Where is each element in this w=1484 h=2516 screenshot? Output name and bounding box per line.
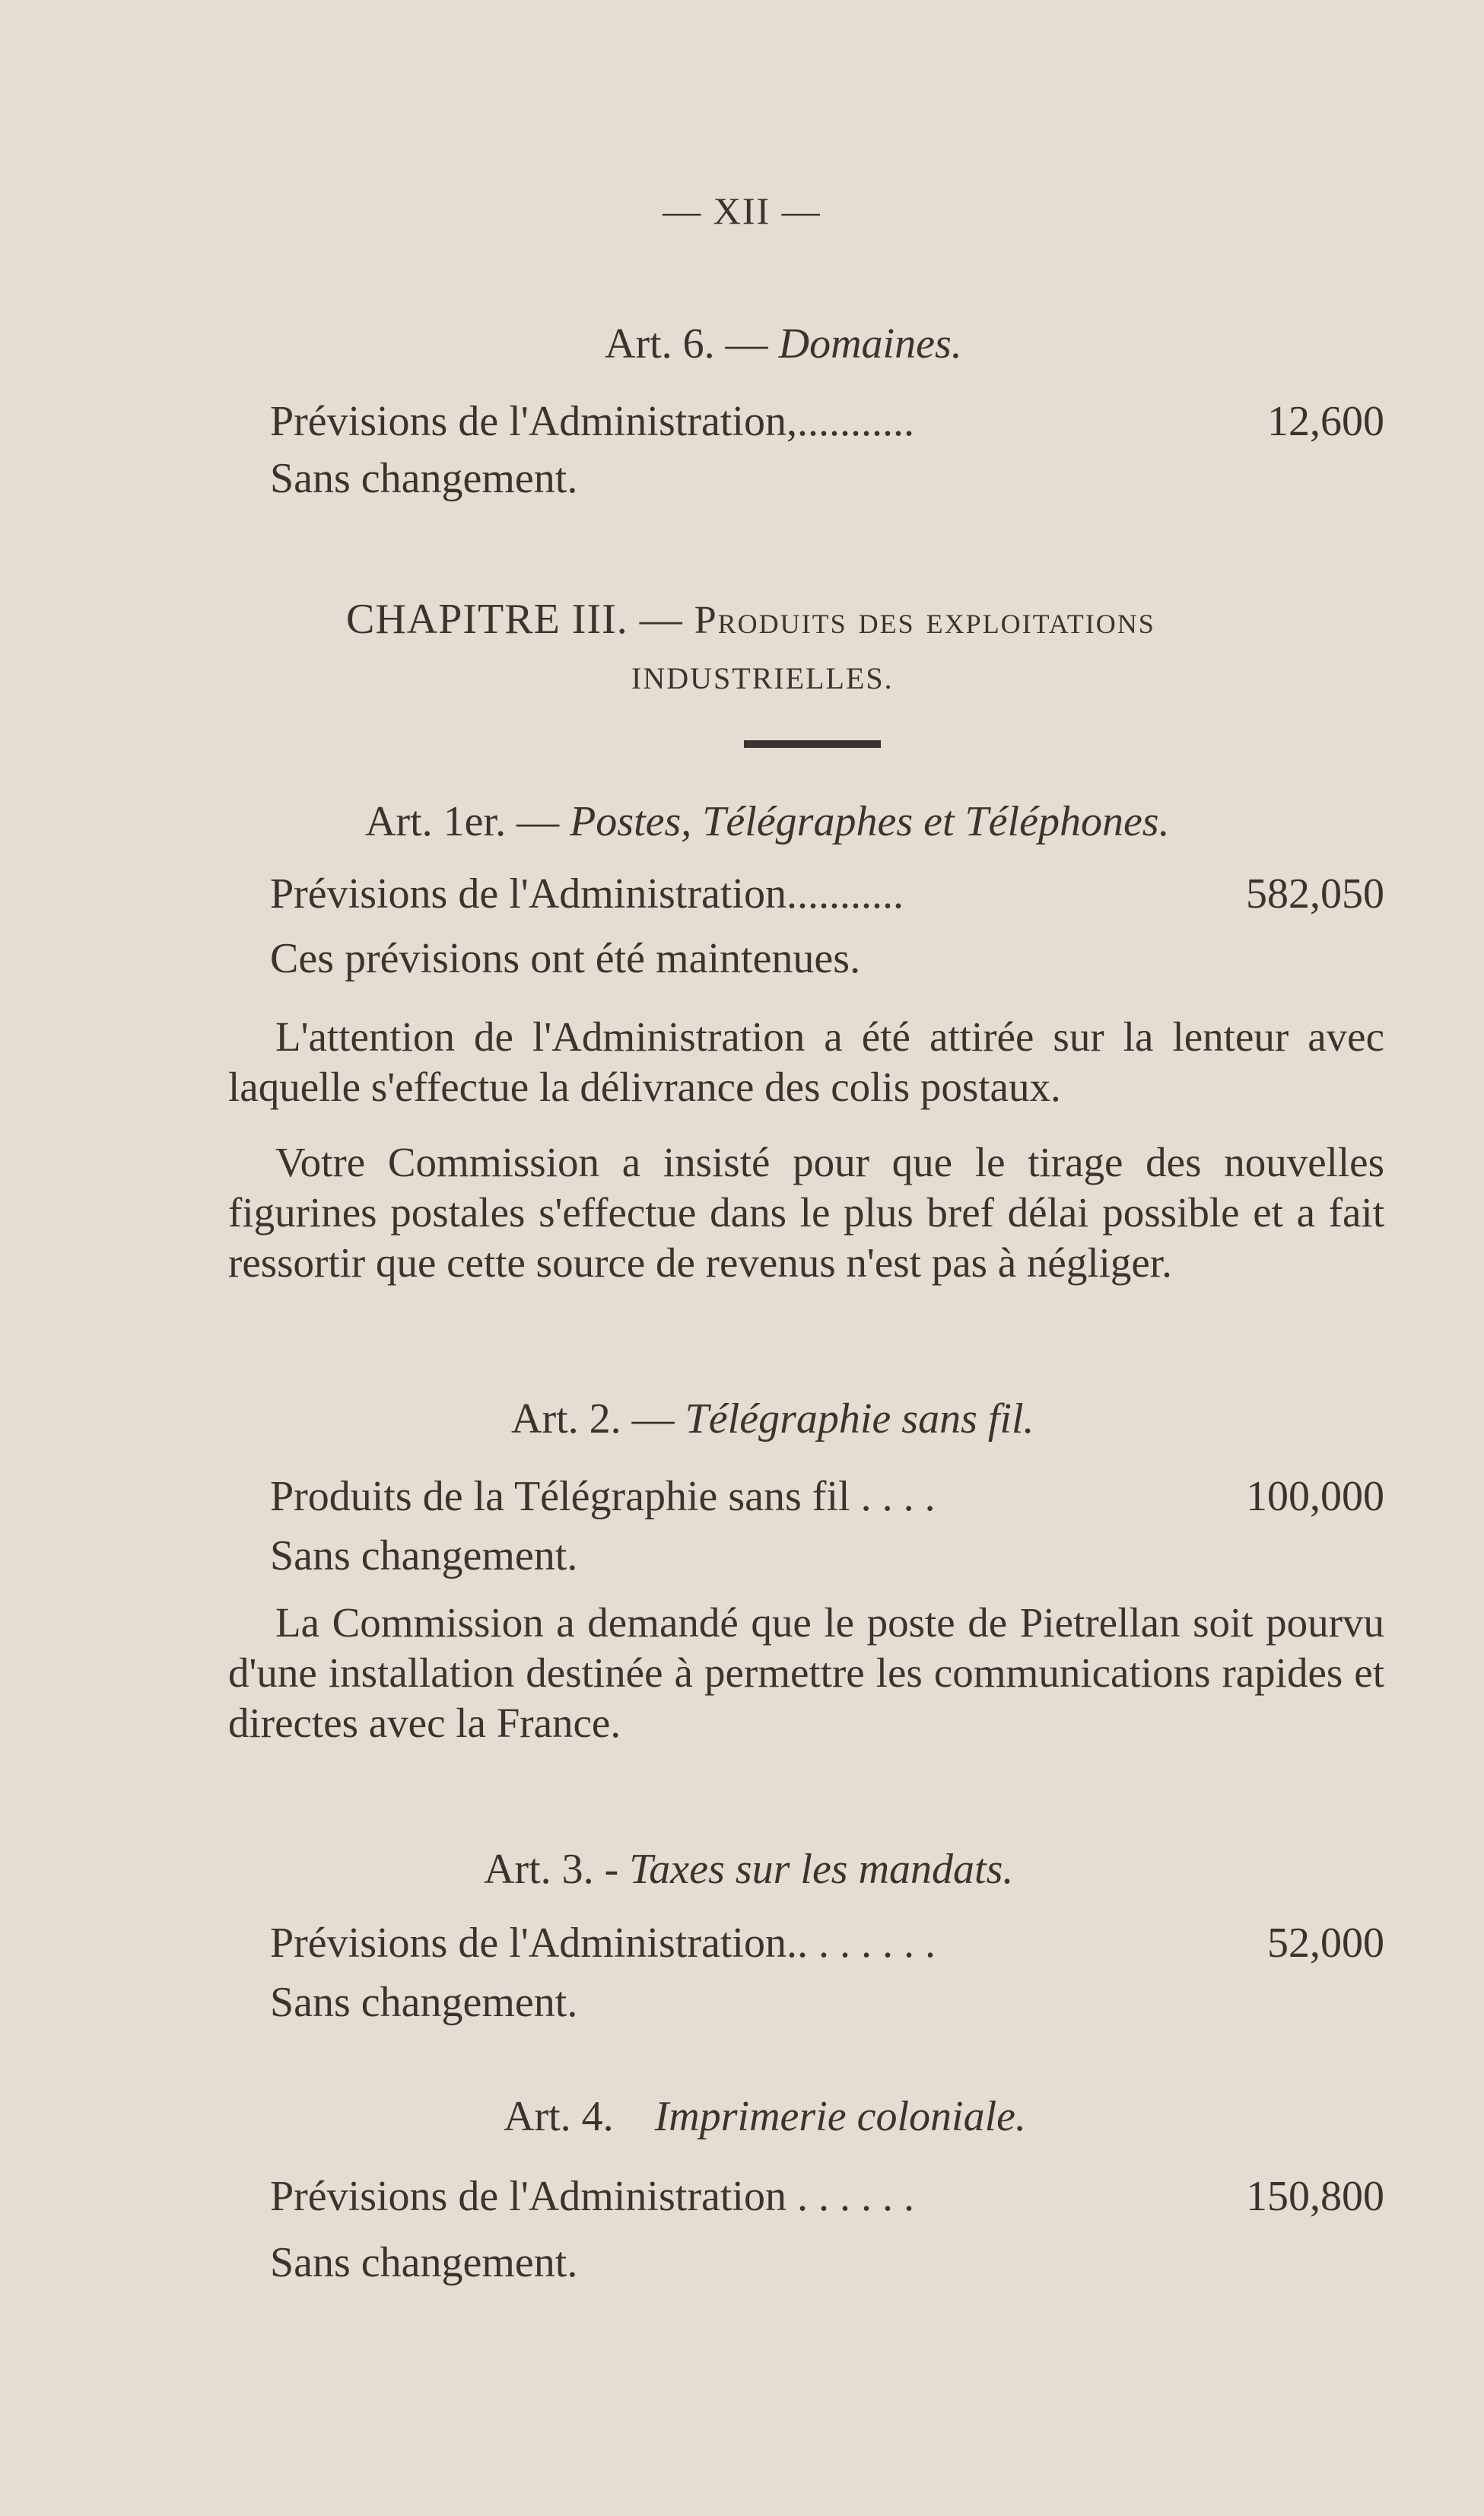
art1-heading-title: Postes, Télégraphes et Téléphones.	[570, 798, 1170, 845]
art2-line-amount: 100,000	[1246, 1473, 1384, 1520]
art3-note: Sans changement.	[270, 1979, 578, 2026]
page-number: — XII —	[663, 189, 821, 232]
art1-line-amount: 582,050	[1246, 870, 1384, 918]
art3-line-amount: 52,000	[1267, 1920, 1384, 1967]
art1-note: Ces prévisions ont été maintenues.	[270, 935, 861, 982]
art2-note: Sans changement.	[270, 1532, 578, 1579]
art6-heading-title: Domaines.	[778, 320, 962, 367]
art4-note: Sans changement.	[270, 2239, 578, 2286]
art1-paragraph-1	[228, 1012, 1384, 1112]
art2-paragraph-1	[228, 1598, 1384, 1748]
chapter3-heading	[346, 595, 1155, 644]
art1-line-label: Prévisions de l'Administration...........	[270, 870, 904, 918]
art1-heading-prefix: Art. 1er. —	[365, 798, 560, 845]
chapter3-title-line1: Produits des exploitations	[694, 599, 1155, 642]
section-divider-rule	[744, 740, 881, 748]
art2-line-label: Produits de la Télégraphie sans fil . . . .	[270, 1473, 936, 1520]
chapter3-prefix: CHAPITRE III. —	[346, 596, 683, 643]
art6-heading-prefix: Art. 6. —	[605, 320, 768, 367]
chapter3-title-line2: INDUSTRIELLES.	[631, 661, 894, 695]
art1-heading	[365, 797, 1170, 846]
art2-heading-prefix: Art. 2. —	[511, 1395, 675, 1442]
art6-line-label: Prévisions de l'Administration,...........	[270, 398, 914, 445]
art4-heading	[504, 2092, 1026, 2141]
art6-heading	[605, 320, 962, 368]
art2-paragraph-1-text: La Commission a demandé que le poste de Pietrellan soit pourvu d'une installation destinée à permettre les communications rapides et directes avec la France.	[228, 1599, 1384, 1746]
art1-paragraph-2	[228, 1137, 1384, 1288]
art2-heading	[511, 1395, 1034, 1443]
art6-line-amount: 12,600	[1267, 398, 1384, 445]
art3-heading	[484, 1845, 1013, 1894]
art6-note: Sans changement.	[270, 455, 578, 502]
art4-line-amount: 150,800	[1246, 2173, 1384, 2220]
art4-heading-prefix: Art. 4.	[504, 2093, 614, 2140]
art4-heading-title: Imprimerie coloniale.	[654, 2093, 1026, 2140]
art3-heading-prefix: Art. 3. -	[484, 1846, 619, 1893]
art3-line-label: Prévisions de l'Administration.. . . . . . .	[270, 1920, 936, 1967]
art4-line-label: Prévisions de l'Administration . . . . . .	[270, 2173, 914, 2220]
art1-paragraph-1-text: L'attention de l'Administration a été attirée sur la lenteur avec laquelle s'effectue la délivrance des colis postaux.	[228, 1013, 1384, 1110]
art3-heading-title: Taxes sur les mandats.	[629, 1846, 1014, 1893]
art1-paragraph-2-text: Votre Commission a insisté pour que le tirage des nouvelles figurines postales s'effectue dans le plus bref délai possible et a fait ressortir que cette source de revenus n'est pas à négliger.	[228, 1139, 1384, 1286]
art2-heading-title: Télégraphie sans fil.	[685, 1395, 1034, 1442]
